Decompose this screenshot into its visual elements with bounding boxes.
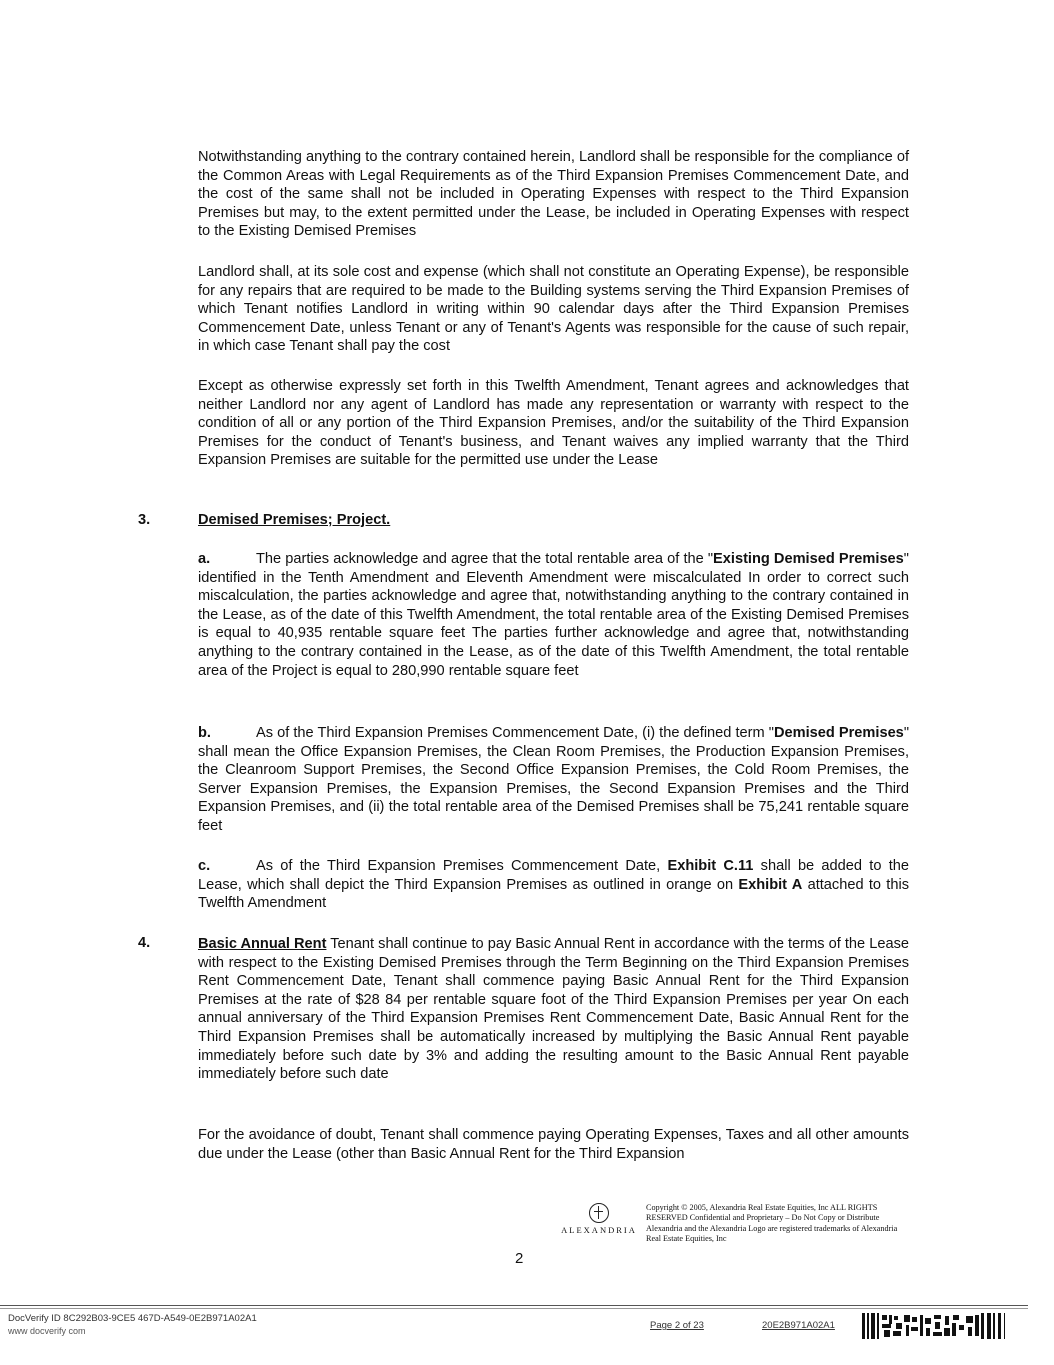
section-3c-label: c. [198, 858, 211, 874]
docverify-url[interactable]: www docverify com [8, 1326, 86, 1336]
section-3c-bold-2: Exhibit A [738, 876, 803, 893]
section-4-number: 4. [138, 935, 151, 951]
section-3c-text-1: As of the Third Expansion Premises Commencement Date, [256, 858, 668, 874]
section-3c-text-2: shall be added to the Lease, which shall depict the Third Expansion Premises as outlined in orange on [198, 858, 909, 893]
alexandria-logo [558, 1203, 640, 1235]
footer-divider-2 [0, 1308, 1028, 1309]
section-3-number: 3. [138, 512, 151, 528]
alexandria-emblem-icon [589, 1203, 609, 1223]
page-number: 2 [515, 1250, 524, 1267]
copyright-notice: Copyright © 2005, Alexandria Real Estate Equities, Inc ALL RIGHTS RESERVED Confidential and Proprietary – Do Not Copy or Distribute Alexandria and the Alexandria Logo are registered trademarks of Alexandria Real Estate Equities, Inc [646, 1203, 898, 1243]
section-4-title: Basic Annual Rent [198, 936, 327, 952]
section-3a [198, 550, 909, 680]
section-4 [198, 935, 909, 1084]
paragraph-common-areas: Notwithstanding anything to the contrary contained herein, Landlord shall be responsible for the compliance of the Common Areas with Legal Requirements as of the Third Expansion Premises Commencement Date, and the cost of the same shall not be included in Operating Expenses with respect to the Third Expansion Premises but may, to the extent permitted under the Lease, be included in Operating Expenses with respect to the Existing Demised Premises [198, 149, 909, 240]
section-3b-text-1: As of the Third Expansion Premises Commencement Date, (i) the defined term " [256, 725, 774, 741]
section-3-title: Demised Premises; Project. [198, 512, 391, 528]
section-3c [198, 857, 909, 913]
section-3a-text-2: " identified in the Tenth Amendment and Eleventh Amendment were miscalculated In order to correct such miscalculation, the parties acknowledge and agree that, notwithstanding anything to the contrary contained in the Lease, as of the date of this Twelfth Amendment, the total rentable area of the Existing Demised Premises is equal to 40,935 rentable square feet The parties further acknowledge and agree that, notwithstanding anything to the contrary contained in the Lease, as of the date of this Twelfth Amendment, the total rentable area of the Project is equal to 280,990 rentable square feet [198, 551, 909, 679]
section-3a-label: a. [198, 551, 211, 567]
paragraph-repairs: Landlord shall, at its sole cost and expense (which shall not constitute an Operating Expense), be responsible for any repairs that are required to be made to the Building systems serving the Third Expansion Premises of which Tenant notifies Landlord in writing within 90 calendar days after the Third Expansion Premises Commencement Date, unless Tenant or any of Tenant's Agents was responsible for the cause of such repair, in which case Tenant shall pay the cost [198, 264, 909, 355]
logo-text: ALEXANDRIA [561, 1225, 637, 1235]
barcode-icon [862, 1313, 1017, 1339]
section-3a-text-1: The parties acknowledge and agree that the total rentable area of the " [256, 551, 714, 567]
section-3b-text-2: " shall mean the Office Expansion Premises, the Clean Room Premises, the Production Expansion Premises, the Cleanroom Support Premises, the Second Office Expansion Premises, the Cold Room Premises, the Server Expansion Premises, the Expansion Premises, the Second Expansion Premises and the Third Expansion Premises, and (ii) the total rentable area of the Demised Premises shall be 75,241 rentable square feet [198, 725, 909, 834]
docverify-id: DocVerify ID 8C292B03-9CE5 467D-A549-0E2B971A02A1 [8, 1313, 257, 1324]
section-3a-bold: Existing Demised Premises [713, 551, 904, 567]
page-of-count: Page 2 of 23 [650, 1320, 704, 1331]
section-4-text: Tenant shall continue to pay Basic Annual Rent in accordance with the terms of the Lease with respect to the Existing Demised Premises through the Term Beginning on the Third Expansion Premises Rent Commencement Date, Tenant shall commence paying Basic Annual Rent for the Third Expansion Premises at the rate of $28 84 per rentable square foot of the Third Expansion Premises per year On each annual anniversary of the Third Expansion Premises Rent Commencement Date, Basic Annual Rent for the Third Expansion Premises shall be automatically increased by multiplying the Basic Annual Rent payable immediately before such date by 3% and adding the resulting amount to the Basic Annual Rent payable immediately before such date [198, 936, 909, 1083]
section-3b [198, 724, 909, 836]
paragraph-as-is: Except as otherwise expressly set forth in this Twelfth Amendment, Tenant agrees and acknowledges that neither Landlord nor any agent of Landlord has made any representation or warranty with respect to the condition of all or any portion of the Third Expansion Premises, and/or the suitability of the Third Expansion Premises for the conduct of Tenant's business, and Tenant waives any implied warranty that the Third Expansion Premises are suitable for the permitted use under the Lease [198, 378, 909, 469]
section-3b-bold: Demised Premises [773, 725, 904, 741]
section-3c-text-3: attached to this Twelfth Amendment [198, 876, 909, 912]
section-4-paragraph-2: For the avoidance of doubt, Tenant shall commence paying Operating Expenses, Taxes and all other amounts due under the Lease (other than Basic Annual Rent for the Third Expansion [198, 1127, 909, 1162]
footer-divider [0, 1305, 1028, 1306]
section-3c-bold-1: Exhibit C.11 [667, 858, 754, 874]
document-code: 20E2B971A02A1 [762, 1320, 835, 1331]
section-3b-label: b. [198, 725, 211, 741]
